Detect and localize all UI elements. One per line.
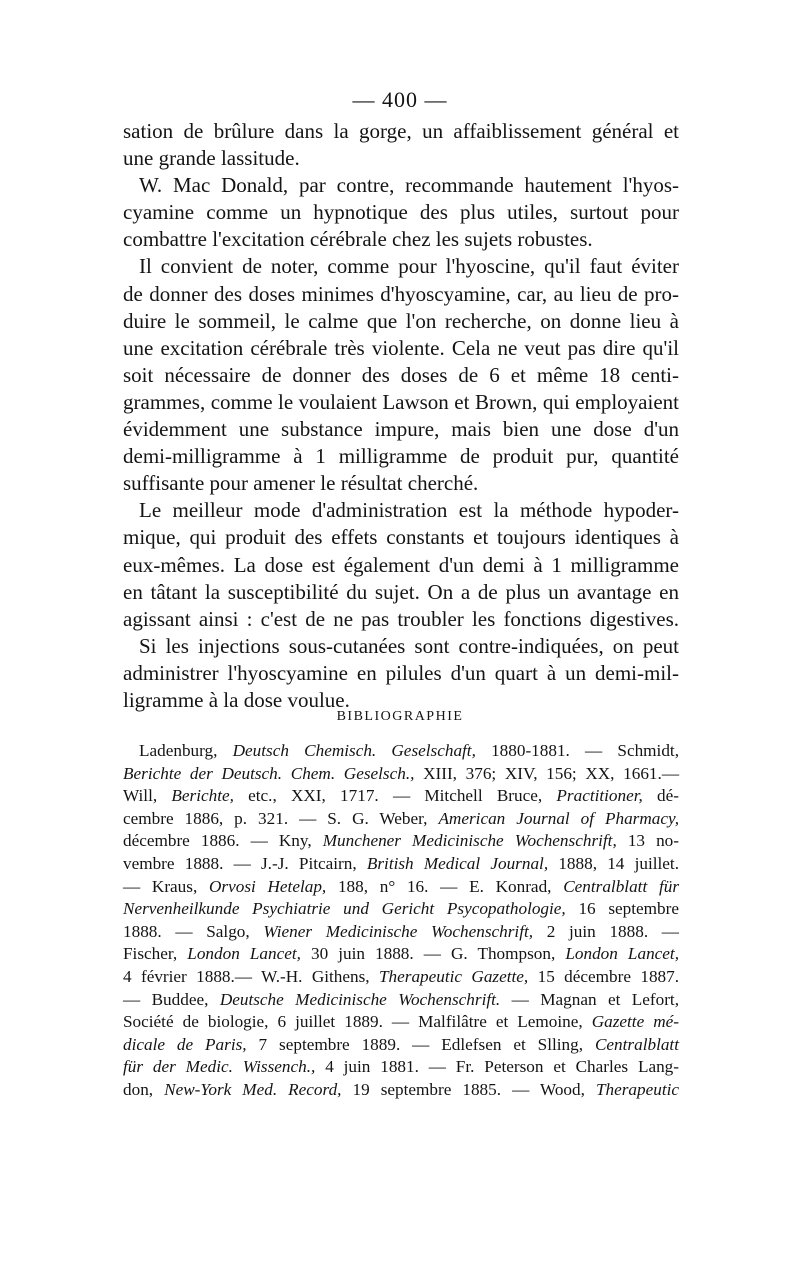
bibliography-segment: 16 septembre (565, 899, 679, 919)
bibliography-segment: 19 septembre 1885. — Wood, (341, 1079, 596, 1099)
bibliography-title: für der Medic. Wissench., (123, 1057, 316, 1077)
bibliography-title: Deutsch Chemisch. Geselschaft, (232, 741, 476, 760)
bibliography-segment: XIII, 376; XIV, 156; XX, 1661.— (414, 763, 680, 783)
bibliography-segment: 4 juin 1881. — Fr. Peterson et Charles Lang- (315, 1057, 679, 1077)
bibliography-segment: 1880-1881. — Schmidt, (475, 741, 679, 760)
bibliography-line (123, 1011, 679, 1034)
bibliography-title: Centralblatt für (563, 876, 680, 896)
bibliography-title: Therapeutic Gazette, (378, 966, 529, 986)
bibliography-title: American Journal of Pharmacy, (438, 808, 679, 828)
bibliography-title: Orvosi Hetelap, (209, 876, 327, 896)
bibliography-segment: don, (123, 1079, 165, 1099)
bibliography-title: Munchener Medicinische Wochenschrift, (322, 831, 617, 851)
bibliography-line (123, 808, 679, 831)
bibliography-title: Therapeutic (595, 1079, 679, 1099)
bibliography-title: Centralblatt (594, 1034, 679, 1054)
bibliography-line (123, 1034, 679, 1057)
bibliography-title: New-York Med. Record, (164, 1079, 342, 1099)
main-text (123, 118, 679, 714)
bibliography-segment: 13 no- (616, 831, 679, 851)
bibliography-line (123, 966, 679, 989)
text-line: combattre l'excitation cérébrale chez les sujets robustes. (123, 227, 593, 252)
bibliography-segment: 4 février 1888.— W.-H. Githens, (123, 966, 379, 986)
bibliography-title: Gazette mé- (591, 1012, 679, 1032)
bibliography-segment: Société de biologie, 6 juillet 1889. — Malfilâtre et Lemoine, (123, 1012, 592, 1032)
bibliography-line (123, 1056, 679, 1079)
text-line: administrer l'hyoscyamine en pilules d'un quart à un demi-mil- (123, 660, 679, 685)
bibliography-segment: 2 juin 1888. — (533, 921, 679, 941)
bibliography-segment: Will, (123, 786, 172, 806)
text-line: Si les injections sous-cutanées sont contre-indiquées, on peut (139, 633, 679, 658)
bibliography-line (123, 1079, 679, 1102)
bibliography-title: Deutsche Medicinische Wochenschrift. (219, 989, 501, 1009)
text-line: eux-mêmes. La dose est également d'un demi à 1 milligramme (123, 552, 679, 577)
text-line: duire le sommeil, le calme que l'on recherche, on donne lieu à (123, 308, 679, 333)
text-line: évidemment une substance impure, mais bien une dose d'un (123, 417, 679, 442)
text-line: W. Mac Donald, par contre, recommande hautement l'hyos- (139, 173, 679, 198)
bibliography-segment: Ladenburg, (139, 741, 233, 760)
bibliography-title: London Lancet, (565, 944, 679, 964)
bibliography-segment: 7 septembre 1889. — Edlefsen et Slling, (246, 1034, 595, 1054)
bibliography-line (123, 921, 679, 944)
bibliography-segment: — Magnan et Lefort, (500, 989, 680, 1009)
text-line: grammes, comme le voulaient Lawson et Brown, qui employaient (123, 389, 679, 414)
bibliography-segment: décembre 1886. — Kny, (123, 831, 323, 851)
bibliography-title: Wiener Medicinische Wochenschrift, (263, 921, 534, 941)
text-line: ligramme à la dose voulue. (123, 687, 350, 712)
bibliography-text (123, 740, 679, 1102)
bibliography-segment: 1888, 14 juillet. (548, 853, 679, 873)
bibliography-segment: 30 juin 1888. — G. Thompson, (300, 944, 566, 964)
bibliography-segment: 1888. — Salgo, (123, 921, 264, 941)
bibliography-title: Berichte der Deutsch. Chem. Geselsch., (123, 763, 415, 783)
bibliography-title: London Lancet, (187, 944, 301, 964)
text-line: Le meilleur mode d'administration est la méthode hypoder- (139, 498, 679, 523)
text-line: une excitation cérébrale très violente. Cela ne veut pas dire qu'il (123, 335, 679, 360)
bibliography-line (123, 898, 679, 921)
text-line: cyamine comme un hypnotique des plus utiles, surtout pour (123, 200, 679, 225)
bibliography-line (123, 830, 679, 853)
bibliography-line (123, 785, 679, 808)
text-line: agissant ainsi : c'est de ne pas troubler les fonctions digestives. (123, 606, 679, 631)
bibliography-title: Nervenheilkunde Psychiatrie und Gericht Psycopathologie, (123, 899, 566, 919)
bibliography-segment: etc., XXI, 1717. — Mitchell Bruce, (233, 786, 557, 806)
text-line: suffisante pour amener le résultat cherché. (123, 471, 479, 496)
bibliography-title: Practitioner, (556, 786, 643, 806)
bibliography-segment: dé- (642, 786, 679, 806)
text-line: sation de brûlure dans la gorge, un affaiblissement général et (123, 119, 679, 143)
bibliography-segment: — Kraus, (123, 876, 209, 896)
bibliography-title: dicale de Paris, (123, 1034, 247, 1054)
bibliography-segment: vembre 1888. — J.-J. Pitcairn, (123, 853, 367, 873)
text-line: demi-milligramme à 1 milligramme de produit pur, quantité (123, 444, 679, 469)
bibliography-segment: — Buddee, (123, 989, 220, 1009)
text-line: une grande lassitude. (123, 146, 300, 171)
text-line: mique, qui produit des effets constants et toujours identiques à (123, 525, 679, 550)
bibliography-line (123, 740, 679, 763)
bibliography-line (123, 943, 679, 966)
bibliography-line (123, 763, 679, 786)
bibliography-segment: 188, n° 16. — E. Konrad, (326, 876, 564, 896)
bibliography-segment: cembre 1886, p. 321. — S. G. Weber, (123, 808, 439, 828)
bibliography-segment: Fischer, (123, 944, 188, 964)
bibliography-line (123, 989, 679, 1012)
bibliography-title: Berichte, (171, 786, 234, 806)
bibliography-segment: 15 décembre 1887. (528, 966, 680, 986)
text-line: de donner des doses minimes d'hyoscyamine, car, au lieu de pro- (123, 281, 679, 306)
text-line: soit nécessaire de donner des doses de 6 et même 18 centi- (123, 362, 679, 387)
page-number: — 400 — (352, 87, 448, 112)
bibliography-line (123, 876, 679, 899)
bibliography-title: British Medical Journal, (366, 853, 549, 873)
text-line: en tâtant la susceptibilité du sujet. On a de plus un avantage en (123, 579, 679, 604)
bibliography-heading: BIBLIOGRAPHIE (336, 709, 464, 724)
text-line: Il convient de noter, comme pour l'hyoscine, qu'il faut éviter (139, 254, 679, 279)
bibliography-line (123, 853, 679, 876)
